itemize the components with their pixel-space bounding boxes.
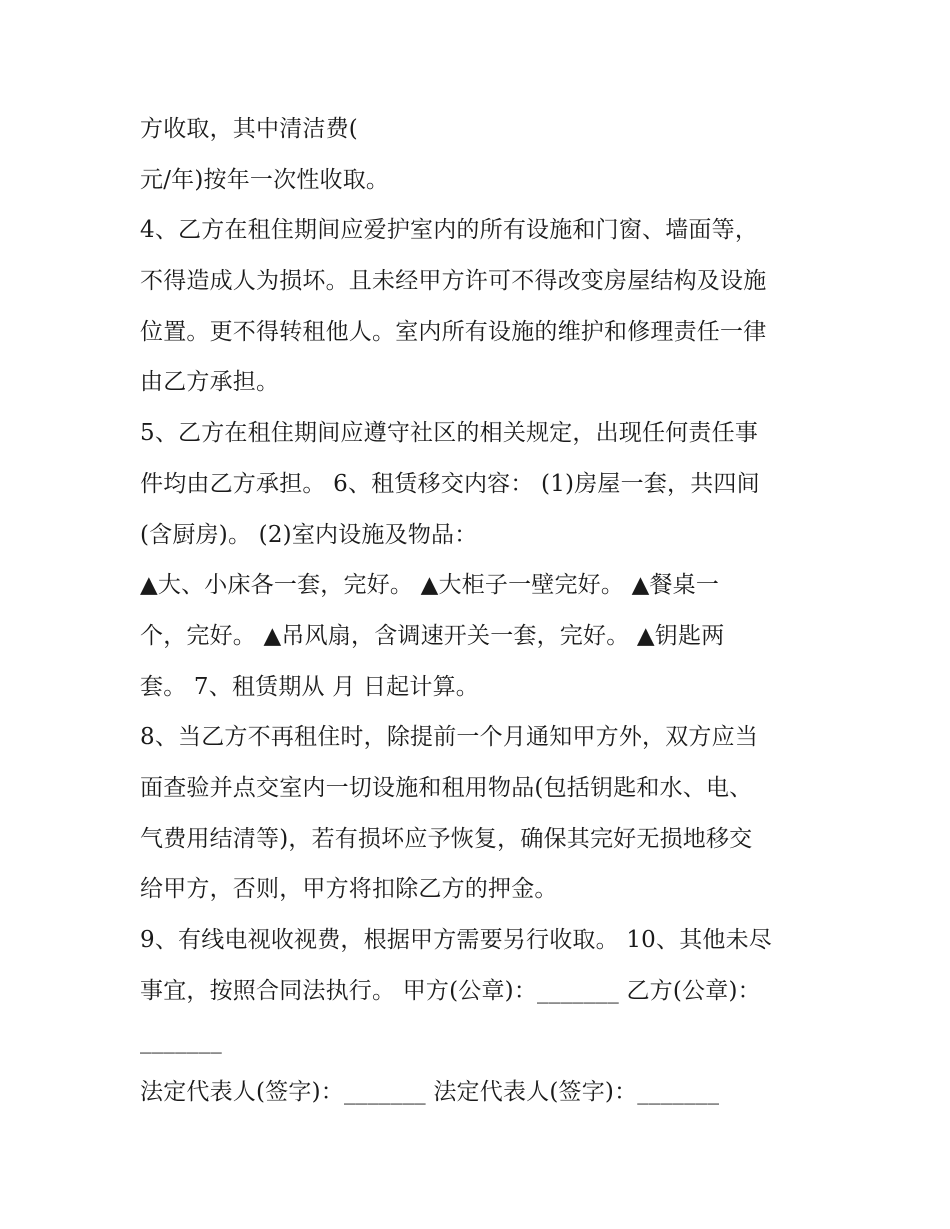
text-line: 事宜，按照合同法执行。 甲方(公章)：_______ 乙方(公章)：	[140, 977, 761, 1004]
contract-text	[140, 104, 830, 1118]
text-line: 4、乙方在租住期间应爱护室内的所有设施和门窗、墙面等，	[140, 217, 759, 244]
text-line: 元/年)按年一次性收取。	[140, 166, 390, 193]
text-line: _______	[140, 1028, 222, 1055]
text-line: 9、有线电视收视费，根据甲方需要另行收取。 10、其他未尽	[140, 927, 773, 953]
text-line: 位置。更不得转租他人。室内所有设施的维护和修理责任一律	[140, 318, 767, 345]
text-line: 方收取，其中清洁费(	[140, 116, 358, 142]
text-line: 法定代表人(签字)：_______ 法定代表人(签字)：_______	[140, 1079, 720, 1106]
text-line: 由乙方承担。	[140, 369, 280, 396]
text-line: ▲大、小床各一套，完好。 ▲大柜子一壁完好。 ▲餐桌一	[140, 572, 720, 599]
text-line: 8、当乙方不再租住时，除提前一个月通知甲方外，双方应当	[140, 724, 759, 751]
text-line: 5、乙方在租住期间应遵守社区的相关规定，出现任何责任事	[140, 420, 759, 447]
text-line: 套。 7、租赁期从 月 日起计算。	[140, 673, 479, 700]
text-line: 个，完好。 ▲吊风扇，含调速开关一套，完好。 ▲钥匙两	[140, 622, 725, 649]
text-line: 气费用结清等)，若有损坏应予恢复，确保其完好无损地移交	[140, 825, 753, 852]
text-line: 面查验并点交室内一切设施和租用物品(包括钥匙和水、电、	[140, 774, 753, 801]
text-line: 件均由乙方承担。 6、租赁移交内容： (1)房屋一套，共四间	[140, 470, 760, 497]
text-line: 不得造成人为损坏。且未经甲方许可不得改变房屋结构及设施	[140, 268, 767, 295]
text-line: (含厨房)。 (2)室内设施及物品：	[140, 521, 478, 548]
text-line: 给甲方，否则，甲方将扣除乙方的押金。	[140, 876, 558, 903]
